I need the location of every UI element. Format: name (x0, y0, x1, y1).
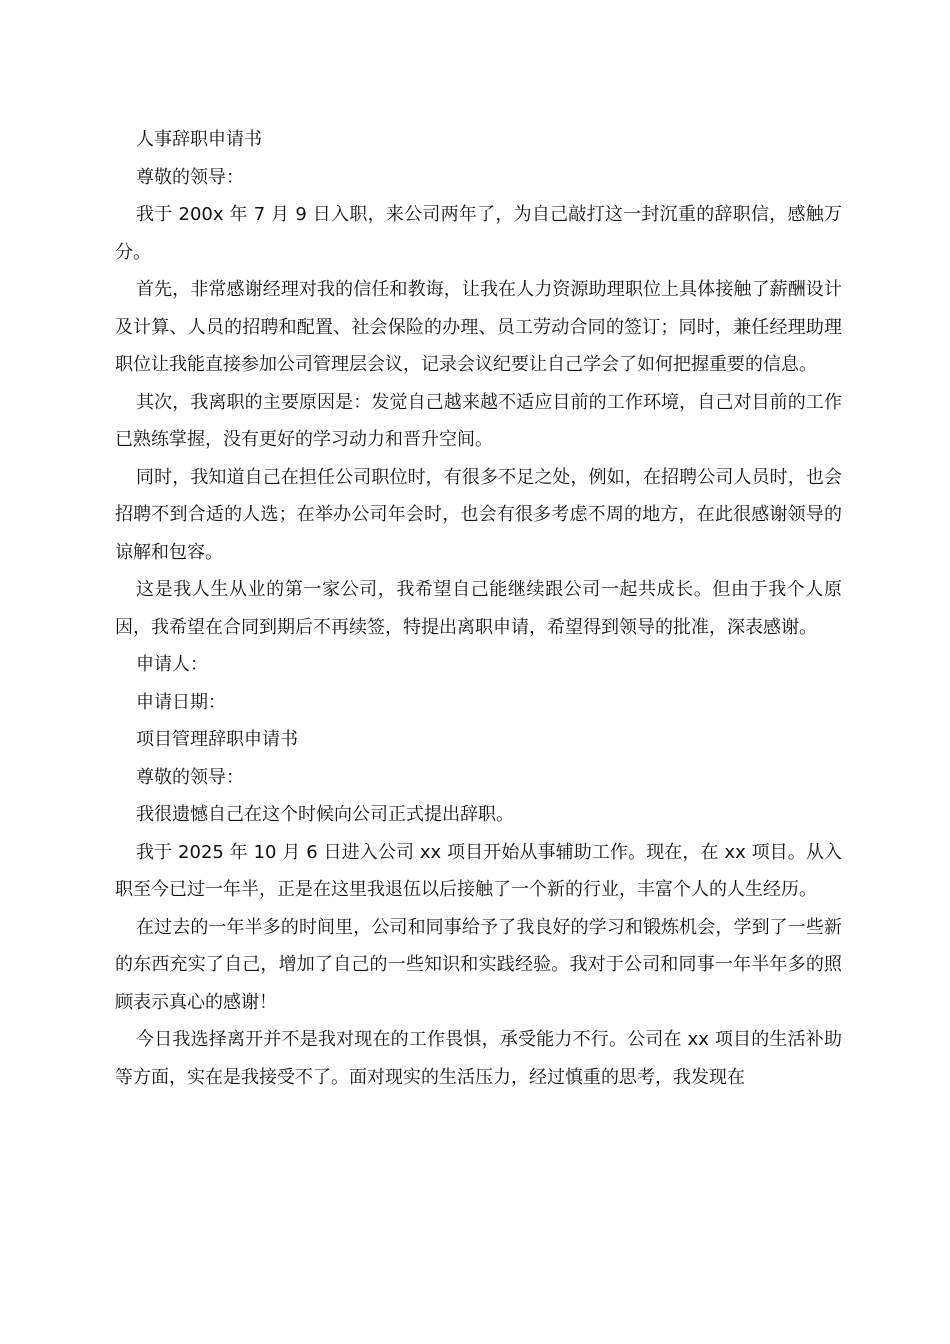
salutation-1: 尊敬的领导： (136, 166, 244, 188)
paragraph: 今日我选择离开并不是我对现在的工作畏惧，承受能力不行。公司在 xx 项目的生活补助等方面，实在是我接受不了。面对现实的生活压力，经过慎重的思考，我发现在 (115, 1029, 842, 1088)
paragraph: 我于 200x 年 7 月 9 日入职，来公司两年了，为自己敲打这一封沉重的辞职信，感触万分。 (115, 204, 842, 263)
paragraph: 这是我人生从业的第一家公司，我希望自己能继续跟公司一起共成长。但由于我个人原因，我希望在合同到期后不再续签，特提出离职申请，希望得到领导的批准，深表感谢。 (115, 579, 842, 638)
paragraph: 我很遗憾自己在这个时候向公司正式提出辞职。 (136, 804, 514, 825)
application-date-label: 申请日期： (136, 691, 226, 713)
paragraph: 首先，非常感谢经理对我的信任和教诲，让我在人力资源助理职位上具体接触了薪酬设计及计算、人员的招聘和配置、社会保险的办理、员工劳动合同的签订；同时，兼任经理助理职位让我能直接参加公司管理层会议，记录会议纪要让自己学会了如何把握重要的信息。 (115, 279, 842, 375)
doc-title-1: 人事辞职申请书 (136, 129, 262, 150)
paragraph: 同时，我知道自己在担任公司职位时，有很多不足之处，例如，在招聘公司人员时，也会招聘不到合适的人选；在举办公司年会时，也会有很多考虑不周的地方，在此很感谢领导的谅解和包容。 (115, 466, 842, 563)
paragraph: 在过去的一年半多的时间里，公司和同事给予了我良好的学习和锻炼机会，学到了一些新的东西充实了自己，增加了自己的一些知识和实践经验。我对于公司和同事一年半年多的照顾表示真心的感谢！ (115, 916, 842, 1013)
paragraph: 我于 2025 年 10 月 6 日进入公司 xx 项目开始从事辅助工作。现在，在 xx 项目。从入职至今已过一年半，正是在这里我退伍以后接触了一个新的行业，丰富个人的人生经历。 (115, 841, 842, 900)
paragraph: 其次，我离职的主要原因是：发觉自己越来越不适应目前的工作环境，自己对目前的工作已熟练掌握，没有更好的学习动力和晋升空间。 (115, 391, 842, 450)
applicant-label: 申请人： (136, 654, 208, 675)
salutation-2: 尊敬的领导： (136, 766, 244, 788)
document-body (115, 121, 842, 1096)
doc-title-2: 项目管理辞职申请书 (136, 729, 298, 750)
